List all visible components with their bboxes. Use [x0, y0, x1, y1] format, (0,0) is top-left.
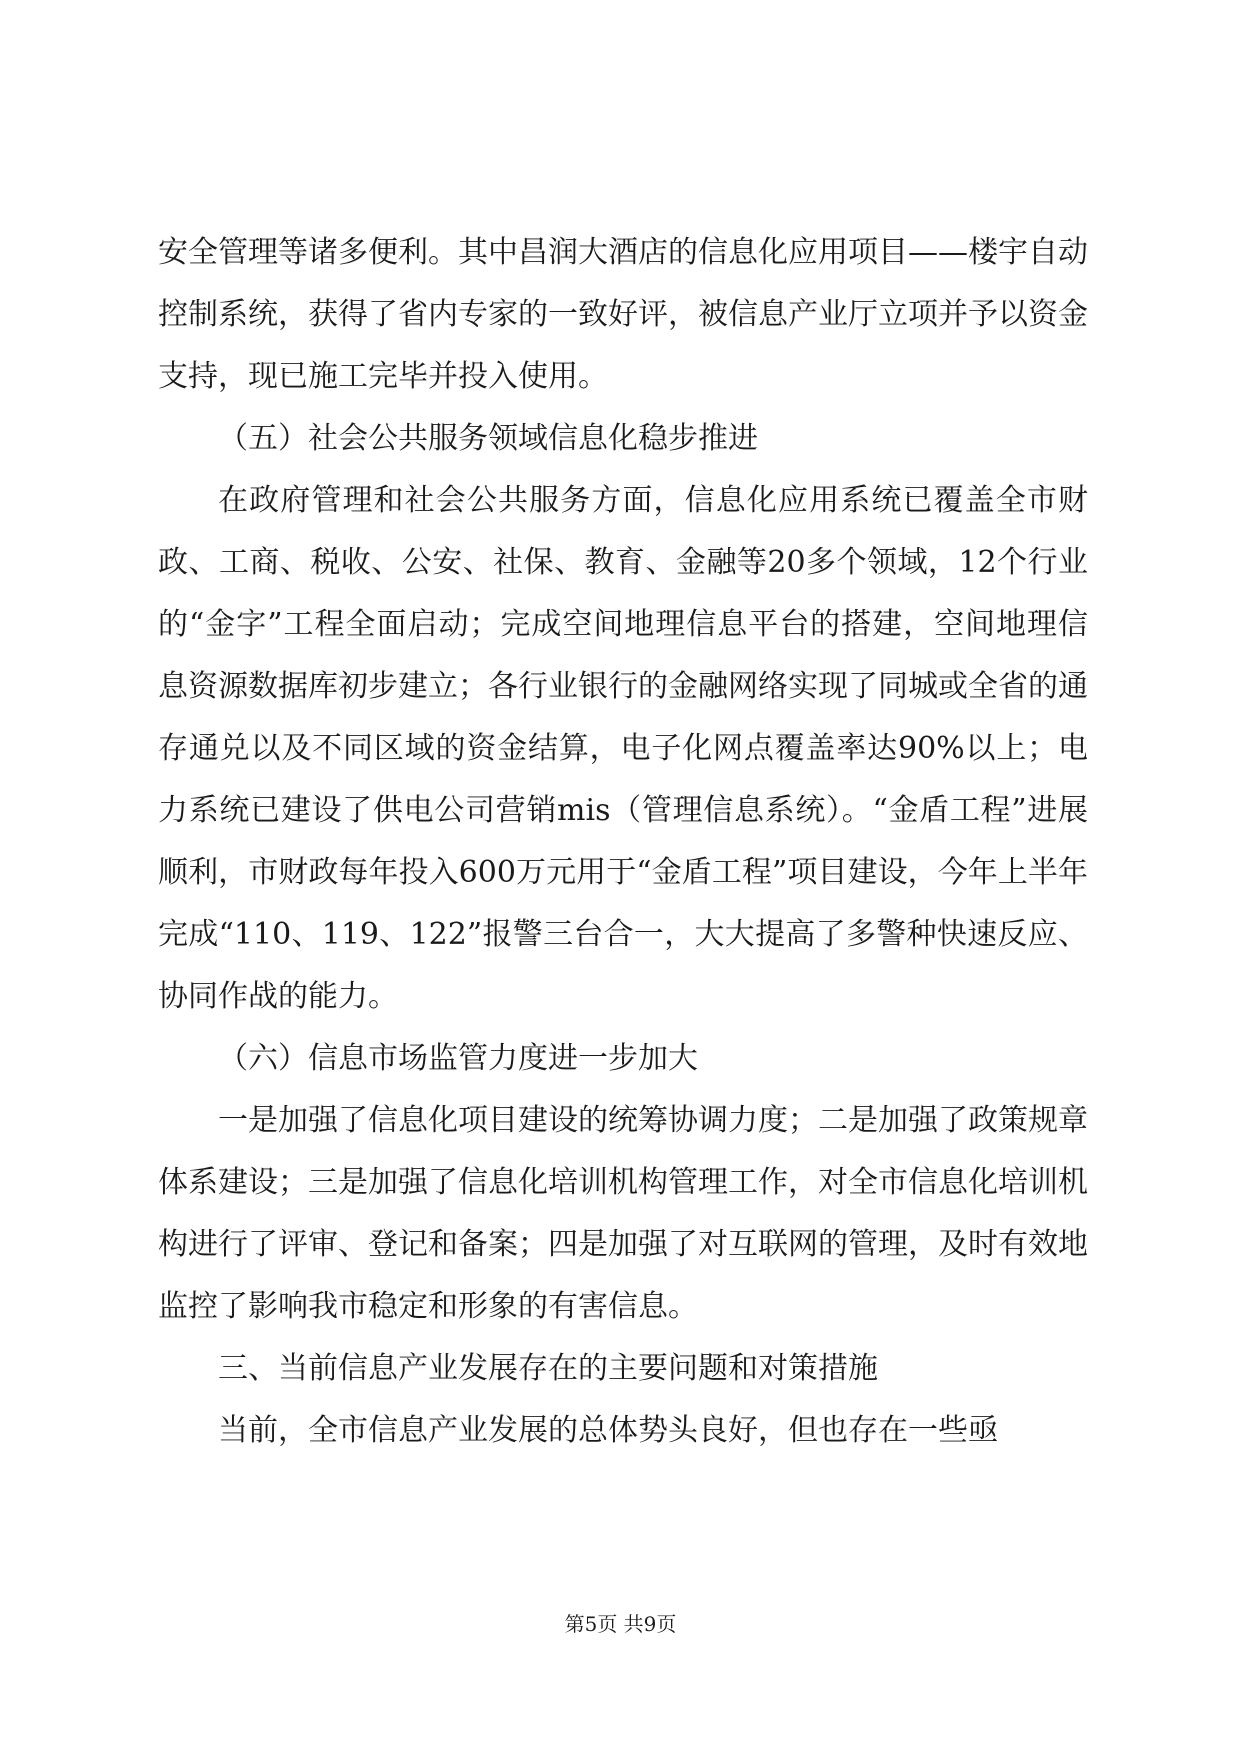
section-heading-five: （五）社会公共服务领域信息化稳步推进 [218, 421, 758, 456]
document-body [158, 222, 1088, 1462]
paragraph-market-supervision: 一是加强了信息化项目建设的统筹协调力度；二是加强了政策规章体系建设；三是加强了信息化培训机构管理工作，对全市信息化培训机构进行了评审、登记和备案；四是加强了对互联网的管理，及时有效地监控了影响我市稳定和形象的有害信息。 [158, 1103, 1088, 1324]
section-heading-three: 三、当前信息产业发展存在的主要问题和对策措施 [218, 1351, 878, 1386]
paragraph-current-status: 当前，全市信息产业发展的总体势头良好，但也存在一些亟 [218, 1413, 998, 1448]
section-heading-six: （六）信息市场监管力度进一步加大 [218, 1041, 698, 1076]
paragraph-continuation: 安全管理等诸多便利。其中昌润大酒店的信息化应用项目——楼宇自动控制系统，获得了省内专家的一致好评，被信息产业厅立项并予以资金支持，现已施工完毕并投入使用。 [158, 235, 1088, 394]
paragraph-public-services: 在政府管理和社会公共服务方面，信息化应用系统已覆盖全市财政、工商、税收、公安、社保、教育、金融等20多个领域，12个行业的“金字”工程全面启动；完成空间地理信息平台的搭建，空间地理信息资源数据库初步建立；各行业银行的金融网络实现了同城或全省的通存通兑以及不同区域的资金结算，电子化网点覆盖率达90%以上；电力系统已建设了供电公司营销mis（管理信息系统）。“金盾工程”进展顺利，市财政每年投入600万元用于“金盾工程”项目建设，今年上半年完成“110、119、122”报警三台合一，大大提高了多警种快速反应、协同作战的能力。 [158, 483, 1088, 1014]
page-number-footer: 第5页 共9页 [564, 1612, 677, 1636]
